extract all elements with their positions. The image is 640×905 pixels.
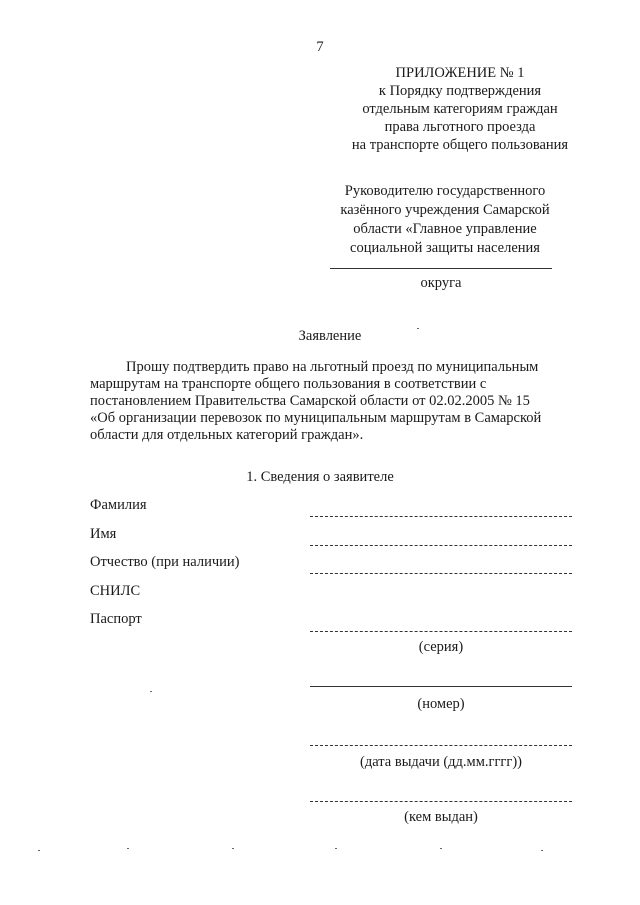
passport-label: Паспорт [90,611,142,627]
statement-title: Заявление [298,328,362,344]
issue-date-line[interactable] [310,745,572,746]
appendix-line: права льготного проезда [384,119,536,135]
addressee-line: казённого учреждения Самарской [340,202,550,218]
issued-by-caption: (кем выдан) [404,809,478,825]
addressee-line: области «Главное управление [353,221,537,237]
addressee-line: Руководителю государственного [344,183,546,199]
patronymic-label: Отчество (при наличии) [90,554,240,570]
series-caption: (серия) [418,639,464,655]
appendix-title: ПРИЛОЖЕНИЕ № 1 [395,65,525,81]
scan-speck [127,848,129,849]
page-number: 7 [316,39,324,55]
scan-speck [440,848,442,849]
snils-label: СНИЛС [90,583,141,599]
appendix-line: к Порядку подтверждения [378,83,542,99]
paragraph-line: «Об организации перевозок по муниципальным маршрутам в Самарской [90,410,542,426]
district-underline[interactable] [330,268,552,269]
paragraph-line: постановлением Правительства Самарской области от 02.02.2005 № 15 [90,393,530,409]
surname-field-line[interactable] [310,516,572,517]
passport-series-line[interactable] [310,631,572,632]
district-label: округа [420,275,462,291]
appendix-line: на транспорте общего пользования [351,137,569,153]
scan-speck [232,848,234,849]
scan-speck [541,850,543,851]
issue-date-caption: (дата выдачи (дд.мм.гггг)) [360,754,522,770]
paragraph-line: Прошу подтвердить право на льготный проезд по муниципальным [126,359,539,375]
name-label: Имя [90,526,117,542]
scan-speck [417,328,419,329]
addressee-line: социальной защиты населения [350,240,540,256]
name-field-line[interactable] [310,545,572,546]
patronymic-field-line[interactable] [310,573,572,574]
surname-label: Фамилия [90,497,147,513]
section-heading: 1. Сведения о заявителе [246,469,394,485]
scan-speck [38,850,40,851]
paragraph-line: маршрутам на транспорте общего пользования в соответствии с [90,376,487,392]
number-caption: (номер) [417,696,465,712]
paragraph-line: области для отдельных категорий граждан». [90,427,364,443]
issued-by-line[interactable] [310,801,572,802]
appendix-line: отдельным категориям граждан [362,101,558,117]
scan-speck [150,691,152,692]
scan-speck [335,848,337,849]
passport-number-line[interactable] [310,686,572,687]
